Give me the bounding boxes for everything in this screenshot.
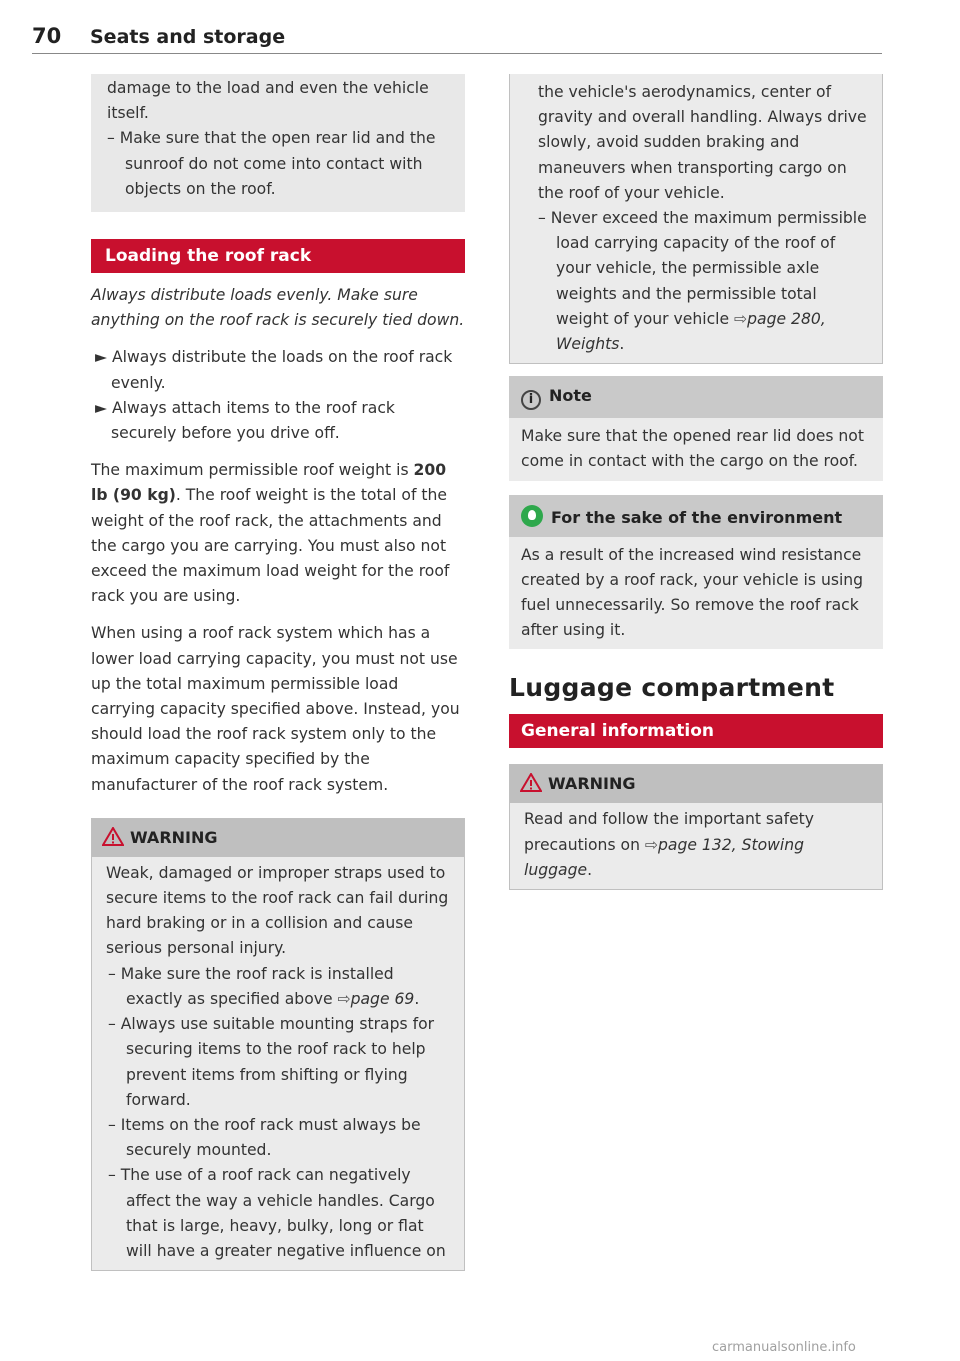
list-item: – Never exceed the maximum permissible load carrying capacity of the roof of your vehicle, the permissible axle weights and the permissible total weight of your vehicle ⇨page 280, Weights. bbox=[538, 209, 867, 354]
info-icon: i bbox=[521, 390, 541, 410]
note-body bbox=[509, 418, 883, 480]
note-box bbox=[509, 376, 883, 480]
section-title: Seats and storage bbox=[90, 26, 286, 48]
continued-text: the vehicle's aerodynamics, center of gravity and overall handling. Always drive slowly, avoid sudden braking and maneuvers when transporting cargo on the roof of your vehicle. bbox=[538, 83, 867, 202]
environment-title: For the sake of the environment bbox=[551, 507, 843, 527]
heading-loading-roof-rack: Loading the roof rack bbox=[91, 239, 465, 273]
note-header bbox=[509, 376, 883, 418]
paragraph-roof-weight: The maximum permissible roof weight is 200 lb (90 kg). The roof weight is the total of the weight of the roof rack, the attachments and the cargo you are carrying. You must also not exceed the maximum load weight for the roof rack you are using. bbox=[91, 461, 450, 606]
environment-text: As a result of the increased wind resistance created by a roof rack, your vehicle is using fuel unnecessarily. So remove the roof rack after using it. bbox=[521, 545, 864, 640]
page-header bbox=[32, 22, 882, 54]
environment-body bbox=[509, 537, 883, 650]
paragraph-load-capacity: When using a roof rack system which has a lower load carrying capacity, you must not use up the total maximum permissible load carrying capacity specified above. Instead, you should load the roof rack system only to the maximum capacity specified by the manufacturer of the roof rack system. bbox=[91, 624, 460, 794]
list-item: ► Always distribute the loads on the roof rack evenly. bbox=[95, 348, 453, 392]
list-item: – The use of a roof rack can negatively affect the way a vehicle handles. Cargo that is large, heavy, bulky, long or flat will have a greater negative influence on bbox=[108, 1166, 446, 1260]
warning-text: Read and follow the important safety precautions on ⇨page 132, Stowing luggage. bbox=[524, 810, 815, 879]
list-item: ► Always attach items to the roof rack securely before you drive off. bbox=[95, 398, 395, 443]
bullet-list bbox=[91, 345, 465, 446]
page-reference-link[interactable]: page 69 bbox=[350, 989, 415, 1008]
warning-box bbox=[91, 818, 465, 1271]
warning-header bbox=[510, 765, 882, 803]
page-reference-link[interactable]: page 280, Weights bbox=[556, 309, 826, 354]
continued-warning-box bbox=[509, 74, 883, 364]
arrow-icon: ⇨ bbox=[337, 989, 351, 1008]
note-text: Make sure that the opened rear lid does not come in contact with the cargo on the roof. bbox=[521, 427, 864, 471]
list-item: – Make sure that the open rear lid and the sunroof do not come into contact with objects on the roof. bbox=[107, 129, 436, 198]
list-item: – Always use suitable mounting straps for securing items to the roof rack to help prevent items from shifting or flying forward. bbox=[108, 1015, 435, 1109]
watermark: carmanualsonline.info bbox=[712, 1340, 856, 1355]
roof-weight-value: 200 lb (90 kg) bbox=[91, 461, 447, 505]
warning-triangle-icon bbox=[102, 827, 124, 850]
warning-title: WARNING bbox=[130, 827, 218, 847]
environment-box bbox=[509, 495, 883, 650]
arrow-icon: ⇨ bbox=[734, 309, 748, 328]
warning-body bbox=[92, 857, 464, 1270]
arrow-icon: ⇨ bbox=[644, 835, 658, 854]
left-column bbox=[91, 74, 465, 1271]
warning-triangle-icon bbox=[520, 773, 542, 796]
warning-box bbox=[509, 764, 883, 890]
heading-general-information: General information bbox=[509, 714, 883, 748]
warning-title: WARNING bbox=[548, 774, 636, 794]
environment-tree-icon bbox=[521, 505, 543, 527]
continued-warning-box bbox=[91, 74, 465, 212]
warning-intro: Weak, damaged or improper straps used to secure items to the roof rack can fail during hard braking or in a collision and cause serious personal injury. bbox=[106, 863, 449, 958]
warning-body bbox=[510, 803, 882, 889]
environment-header bbox=[509, 495, 883, 537]
chapter-title: Luggage compartment bbox=[509, 673, 835, 703]
list-item: – Items on the roof rack must always be securely mounted. bbox=[108, 1115, 421, 1160]
page-reference-link[interactable]: page 132, Stowing luggage bbox=[524, 835, 804, 879]
right-column bbox=[509, 74, 883, 890]
list-item: – Make sure the roof rack is installed exactly as specified above ⇨page 69. bbox=[108, 964, 420, 1008]
intro-text: Always distribute loads evenly. Make sure anything on the roof rack is securely tied down. bbox=[91, 286, 465, 330]
continued-text: damage to the load and even the vehicle itself. bbox=[107, 79, 429, 123]
warning-header bbox=[92, 819, 464, 857]
page-number: 70 bbox=[32, 24, 62, 48]
note-title: Note bbox=[549, 386, 592, 406]
